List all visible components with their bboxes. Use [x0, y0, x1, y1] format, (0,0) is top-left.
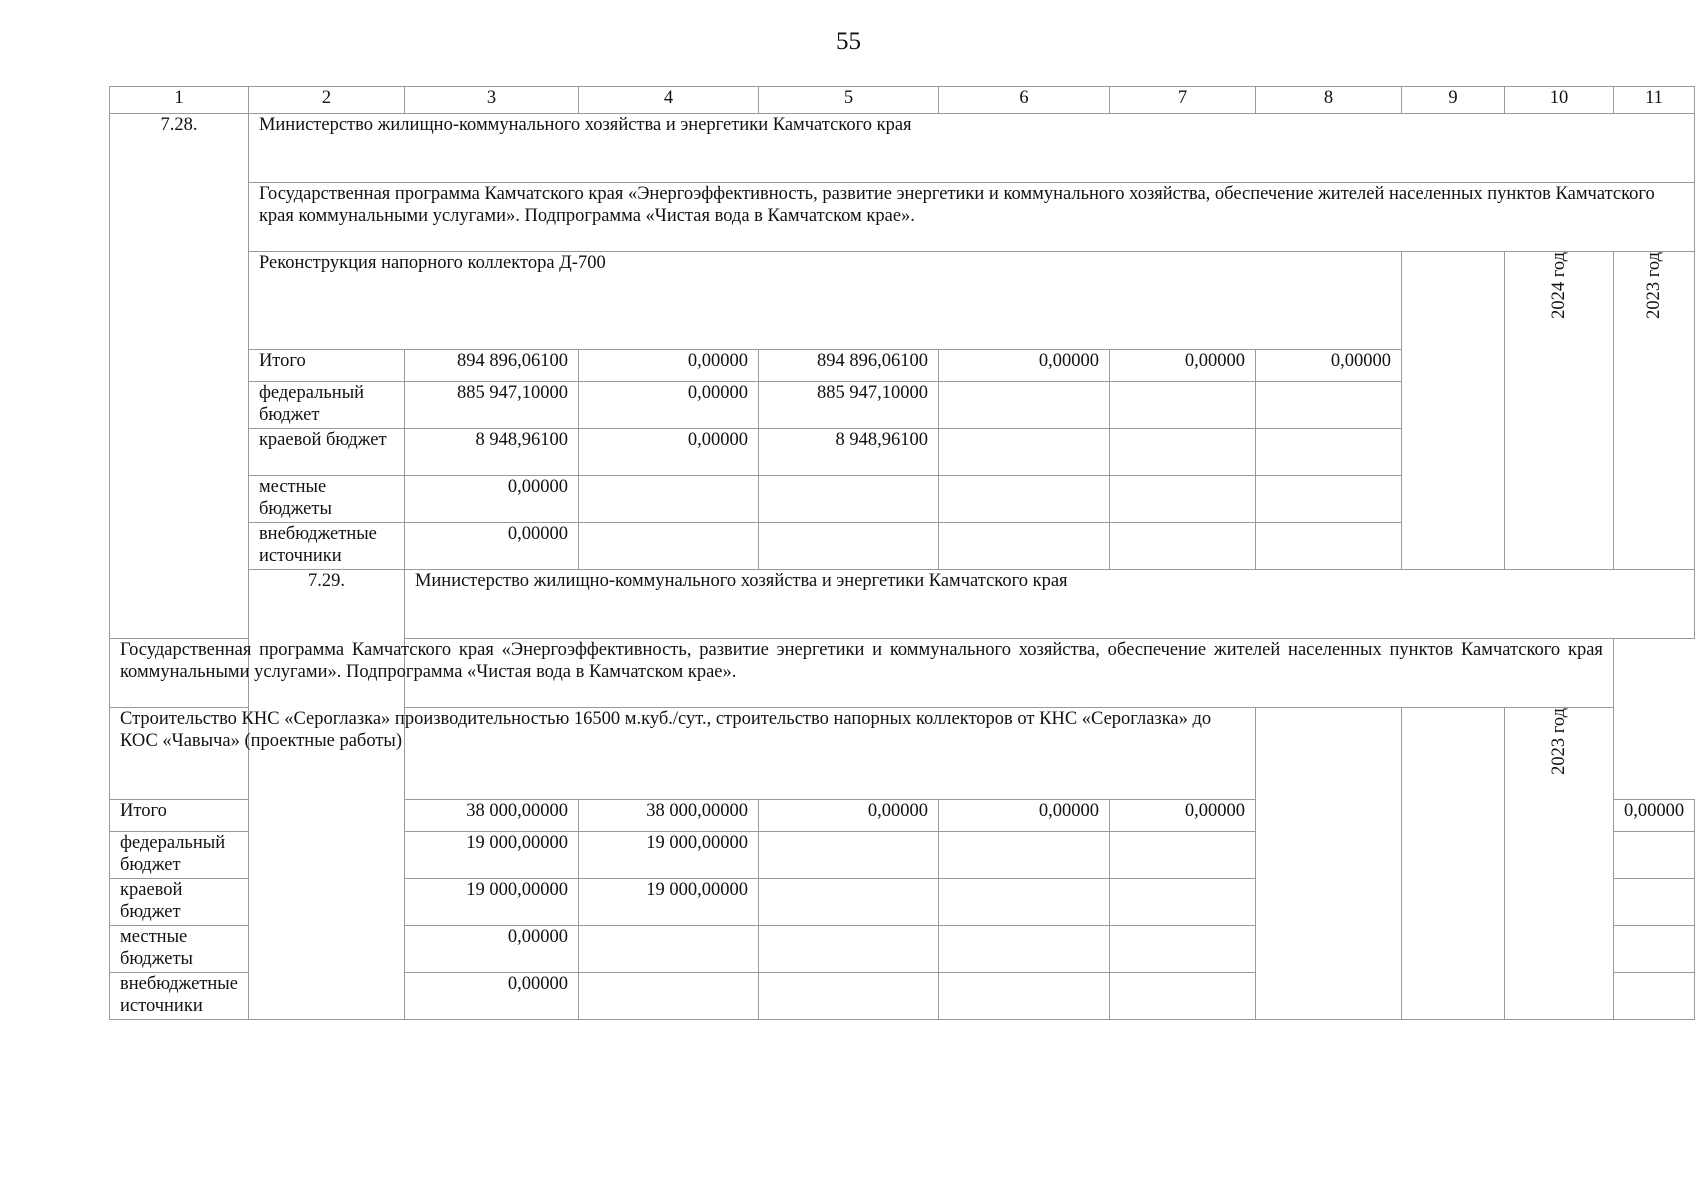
value-cell: 0,00000 — [404, 476, 578, 523]
value-cell — [1613, 832, 1694, 879]
value-cell: 0,00000 — [1255, 350, 1401, 382]
value-cell — [1109, 879, 1255, 926]
row-label: Итого — [248, 350, 404, 382]
value-cell — [1109, 429, 1255, 476]
value-cell — [1613, 973, 1694, 1020]
value-cell — [938, 832, 1109, 879]
project-name: Реконструкция напорного коллектора Д-700 — [248, 252, 1401, 350]
value-cell: 19 000,00000 — [404, 879, 578, 926]
value-cell — [1109, 973, 1255, 1020]
entry-number: 7.28. — [110, 114, 249, 639]
value-cell: 38 000,00000 — [404, 800, 578, 832]
value-cell: 0,00000 — [758, 800, 938, 832]
value-cell — [1613, 926, 1694, 973]
value-cell: 0,00000 — [578, 429, 758, 476]
value-cell — [578, 523, 758, 570]
value-cell: 19 000,00000 — [404, 832, 578, 879]
value-cell — [1255, 382, 1401, 429]
column-header: 7 — [1109, 87, 1255, 114]
col11-end-year: 2023 год — [1613, 252, 1694, 570]
value-cell: 894 896,06100 — [758, 350, 938, 382]
entry-program-row — [110, 639, 1695, 708]
value-cell — [938, 973, 1109, 1020]
value-cell: 0,00000 — [1613, 800, 1694, 832]
value-cell — [938, 429, 1109, 476]
value-cell — [758, 523, 938, 570]
value-cell: 38 000,00000 — [578, 800, 758, 832]
value-cell — [1613, 879, 1694, 926]
value-cell — [938, 476, 1109, 523]
col9-cell — [1401, 252, 1504, 570]
ministry-name: Министерство жилищно-коммунального хозяйства и энергетики Камчатского края — [404, 570, 1694, 639]
row-label: краевой бюджет — [248, 429, 404, 476]
value-cell — [578, 926, 758, 973]
column-header: 10 — [1504, 87, 1613, 114]
page-number: 55 — [836, 28, 861, 55]
value-cell — [1109, 523, 1255, 570]
value-cell: 0,00000 — [404, 926, 578, 973]
value-cell — [1109, 382, 1255, 429]
project-name: Строительство КНС «Сероглазка» производительностью 16500 м.куб./сут., строительство напорных коллекторов от КНС «Сероглазка» до КОС «Чавыча» (проектные работы) — [110, 708, 1256, 800]
entry-number: 7.29. — [248, 570, 404, 1020]
value-cell: 0,00000 — [1109, 800, 1255, 832]
value-cell — [578, 476, 758, 523]
program-name: Государственная программа Камчатского края «Энергоэффективность, развитие энергетики и коммунального хозяйства, обеспечение жителей населенных пунктов Камчатского края коммунальными услугами». Подпрограмма «Чистая вода в Камчатском крае». — [248, 183, 1694, 252]
col10-start-year: 2024 год — [1504, 252, 1613, 570]
value-cell — [1255, 476, 1401, 523]
value-cell — [938, 523, 1109, 570]
value-cell: 0,00000 — [938, 350, 1109, 382]
value-cell — [758, 973, 938, 1020]
row-label: Итого — [110, 800, 249, 832]
value-cell — [758, 476, 938, 523]
value-cell: 0,00000 — [404, 973, 578, 1020]
value-cell — [938, 926, 1109, 973]
value-cell — [758, 926, 938, 973]
column-header: 11 — [1613, 87, 1694, 114]
column-header-row — [110, 87, 1695, 114]
value-cell — [1255, 523, 1401, 570]
column-header: 3 — [404, 87, 578, 114]
value-cell: 19 000,00000 — [578, 879, 758, 926]
row-label: местные бюджеты — [110, 926, 249, 973]
row-label: краевой бюджет — [110, 879, 249, 926]
column-header: 4 — [578, 87, 758, 114]
row-label: местные бюджеты — [248, 476, 404, 523]
entry-project-row — [110, 708, 1695, 800]
column-header: 8 — [1255, 87, 1401, 114]
value-cell: 0,00000 — [578, 350, 758, 382]
value-cell — [1255, 429, 1401, 476]
value-cell — [938, 879, 1109, 926]
column-header: 1 — [110, 87, 249, 114]
value-cell — [1109, 832, 1255, 879]
value-cell: 0,00000 — [938, 800, 1109, 832]
row-label: федеральный бюджет — [248, 382, 404, 429]
column-header: 9 — [1401, 87, 1504, 114]
budget-table — [109, 86, 1695, 1020]
col10-cell — [1401, 708, 1504, 1020]
entry-program-row — [110, 183, 1695, 252]
column-header: 5 — [758, 87, 938, 114]
value-cell — [578, 973, 758, 1020]
value-cell: 19 000,00000 — [578, 832, 758, 879]
value-cell: 8 948,96100 — [758, 429, 938, 476]
value-cell: 0,00000 — [404, 523, 578, 570]
value-cell: 894 896,06100 — [404, 350, 578, 382]
col9-cell — [1255, 708, 1401, 1020]
row-label: федеральный бюджет — [110, 832, 249, 879]
value-cell — [758, 879, 938, 926]
value-cell: 885 947,10000 — [404, 382, 578, 429]
entry-ministry-row — [110, 570, 1695, 639]
entry-project-row — [110, 252, 1695, 350]
value-cell: 0,00000 — [578, 382, 758, 429]
value-cell — [758, 832, 938, 879]
value-cell — [1109, 476, 1255, 523]
entry-ministry-row — [110, 114, 1695, 183]
column-header: 2 — [248, 87, 404, 114]
row-label: внебюджетные источники — [248, 523, 404, 570]
column-header: 6 — [938, 87, 1109, 114]
value-cell — [938, 382, 1109, 429]
value-cell: 8 948,96100 — [404, 429, 578, 476]
value-cell — [1109, 926, 1255, 973]
row-label: внебюджетные источники — [110, 973, 249, 1020]
value-cell: 885 947,10000 — [758, 382, 938, 429]
value-cell: 0,00000 — [1109, 350, 1255, 382]
ministry-name: Министерство жилищно-коммунального хозяйства и энергетики Камчатского края — [248, 114, 1694, 183]
program-name: Государственная программа Камчатского края «Энергоэффективность, развитие энергетики и коммунального хозяйства, обеспечение жителей населенных пунктов Камчатского края коммунальными услугами». Подпрограмма «Чистая вода в Камчатском крае». — [110, 639, 1614, 708]
col11-end-year: 2023 год — [1504, 708, 1613, 1020]
